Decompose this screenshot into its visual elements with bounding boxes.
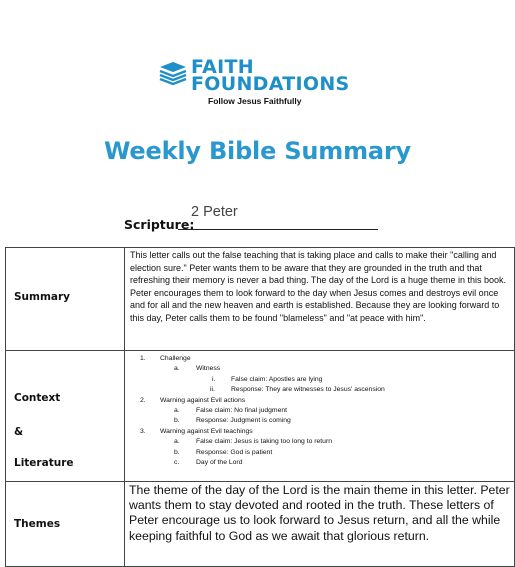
list-item: b. Response: Judgment is coming [174,417,291,425]
list-item: 1. Challenge [140,355,191,362]
summary-table [5,247,515,567]
table-row-summary [6,248,515,351]
table-row-context [6,351,515,482]
scripture-underline [178,229,378,230]
page-title: Weekly Bible Summary [104,137,411,165]
list-item: a. False claim: No final judgment [174,406,288,414]
literature-label: Literature [14,457,74,469]
list-item: 2. Warning against Evil actions [140,396,246,404]
list-item: ii. Response: They are witnesses to Jesus' ascension [210,386,385,394]
summary-text: This letter calls out the false teaching that is taking place and calls to make their "calling and election sure." Peter wants them to be aware that they are grounded in the truth and that refreshing their memory is never a bad thing. The day of the Lord is a huge theme in this book. Peter encourages them to look forward to the day when Jesus comes and destroys evil once and for all and the new heaven and earth is established. Because they are looking forward to this day, Peter calls them to be found "blameless" and "at peace with him". [130,250,507,323]
list-item: a. Witness [174,365,221,373]
list-item: i. False claim: Apostles are lying [212,375,323,383]
themes-text: The theme of the day of the Lord is the main theme in this letter. Peter wants them to stay devoted and rooted in the truth. These letters of Peter encourage us to look forward to Jesus return, and all the while keeping faithful to God as we await that glorious return. [129,483,510,543]
row-label-cell [6,248,125,351]
scripture-field[interactable]: 2 Peter [191,204,238,220]
themes-label: Themes [14,518,61,530]
brand-tagline: Follow Jesus Faithfully [208,96,302,106]
list-item: 3. Warning against Evil teachings [140,427,253,435]
ampersand-label: & [14,426,24,438]
row-label-cell [6,351,125,482]
list-item: a. False claim: Jesus is taking too long to return [174,438,333,446]
scripture-label: Scripture: [124,217,195,232]
brand-logo [158,58,358,110]
list-item: c. Day of the Lord [174,458,243,466]
list-item: b. Response: God is patient [174,448,273,456]
themes-cell[interactable] [125,482,515,567]
summary-label: Summary [14,291,71,303]
context-cell[interactable] [125,351,515,482]
summary-cell[interactable] [125,248,515,351]
table-row-themes [6,482,515,567]
row-label-cell [6,482,125,567]
bible-stack-icon [158,60,188,86]
context-label: Context [14,392,61,404]
brand-name-line1: FAITH [191,56,254,78]
outline-list [125,351,514,470]
brand-name-line2: FOUNDATIONS [191,73,350,95]
